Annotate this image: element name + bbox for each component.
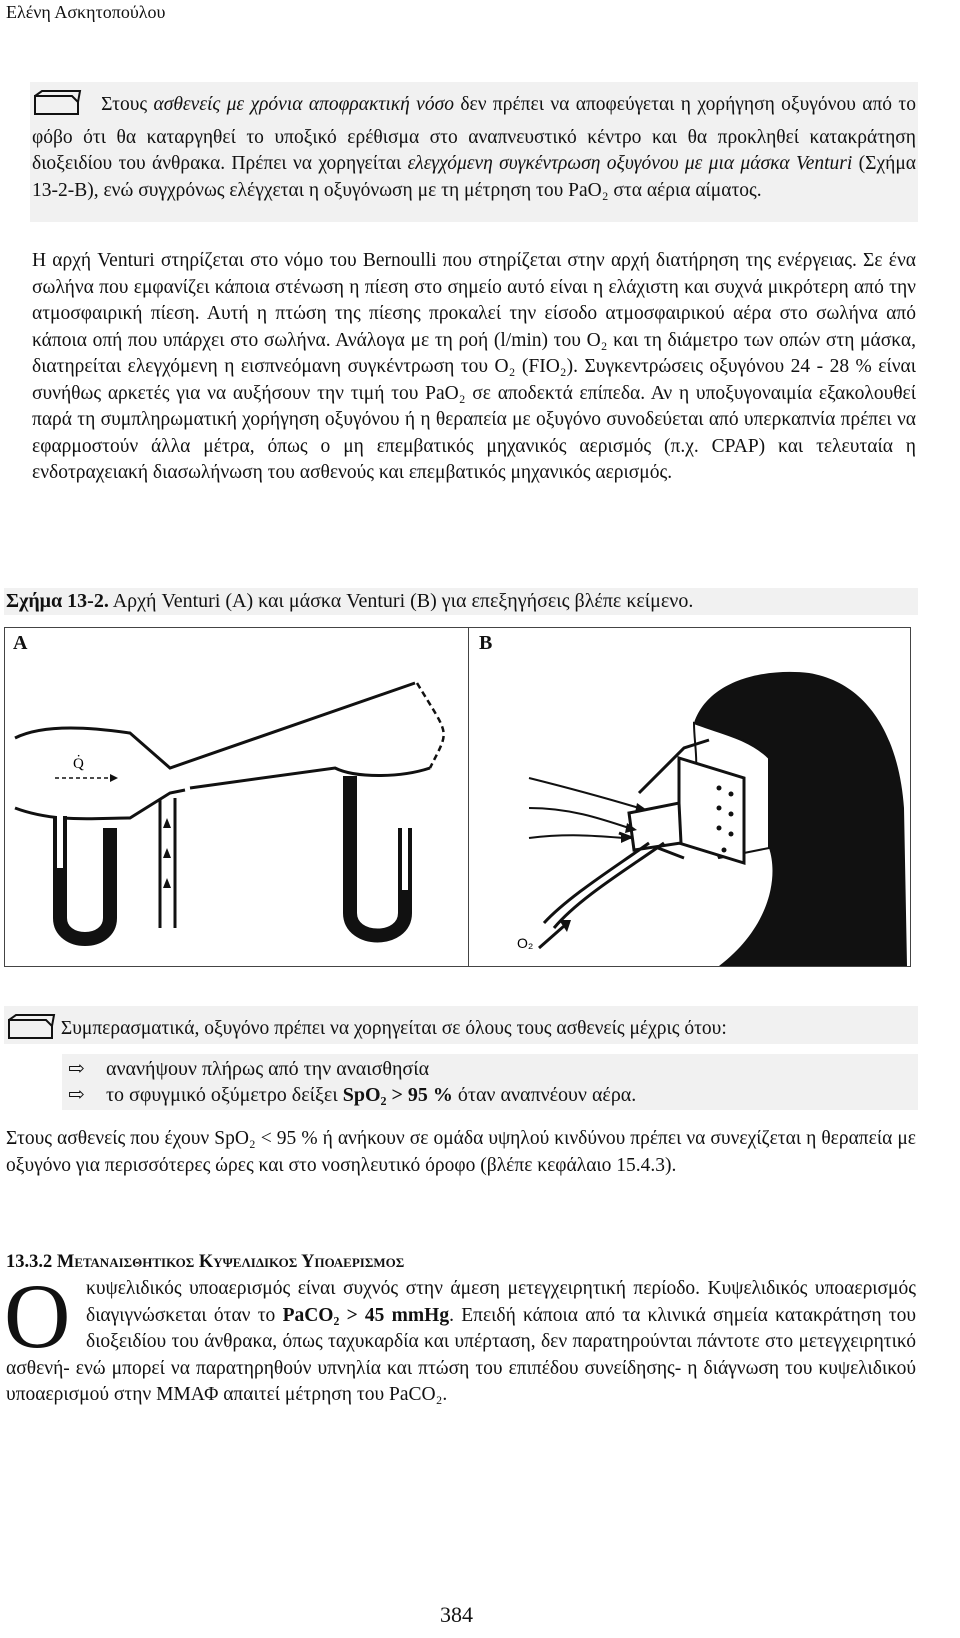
figure-caption (6, 590, 693, 613)
note-copd-s1a: Στους (101, 94, 154, 115)
figure-caption-text: Αρχή Venturi (A) και μάσκα Venturi (B) για επεξηγήσεις βλέπε κείμενο. (108, 590, 694, 612)
section-text-c: . Επειδή κάποια από τα κλινικά σημεία κατακράτηση του διοξειδίου του άνθρακα, όπως ταχυκαρδία και υπέρταση, δεν παρατηρούνται πάντοτε στο μετεγχειρητικό ασθενή- ενώ μπορεί να παρατηρηθούν υπνηλία και πτώση του επιπέδου συνείδησης- η διάγνωση του κυψελιδικού υποαερισμού στην ΜΜΑΦ απαιτεί μέτρηση του PaCO₂. (6, 1304, 917, 1405)
bullet-arrow-icon: ⇨ (68, 1058, 85, 1080)
note-copd-s1c: δεν πρέπει να αποφεύγεται η χορήγηση οξυγόνου από το φόβο ότι θα καταργηθεί το υποξικό ερέθισμα στο αναπνευστικό κέντρο και θα προκληθεί κατακράτηση διοξειδίου του άνθρακα. Πρέπει να χορηγείται (32, 94, 917, 174)
flow-q-label: Q̇ (73, 756, 84, 772)
figure-b-label: B (479, 632, 493, 654)
venturi-tube-diagram (5, 628, 469, 966)
note-conclusion-line (6, 1014, 916, 1049)
bullet-arrow-icon-2: ⇨ (68, 1084, 85, 1106)
dropcap-spacer (4, 1265, 86, 1367)
note-copd-s1d: ελεγχόμενη συγκέντρωση οξυγόνου με μια μάσκα Venturi (407, 153, 853, 174)
author-name: Ελένη Ασκητοπούλου (6, 2, 166, 22)
note-pencil-icon-2 (6, 1014, 56, 1049)
note-copd-s1e: (Σχήμα 13-2-Β), ενώ συγχρόνως ελέγχεται η οξυγόνωση με τη μέτρηση του PaO₂ στα αέρια αίματος. (32, 153, 916, 201)
bullet-2-text-a: το σφυγμικό οξύμετρο δείξει (106, 1084, 343, 1106)
figure-a-label: A (13, 632, 28, 654)
venturi-mask-diagram (469, 628, 910, 966)
spo2-paragraph: Στους ασθενείς που έχουν SpO₂ < 95 % ή ανήκουν σε ομάδα υψηλού κινδύνου πρέπει να συνεχίζεται η θεραπεία με οξυγόνο για περισσότερες ώρες και στο νοσηλευτικό όροφο (βλέπε κεφάλαιο 15.4.3). (6, 1128, 916, 1176)
o2-inlet-label: O₂ (517, 935, 534, 951)
note-pencil-icon (32, 90, 82, 125)
bullet-1-text: ανανήψουν πλήρως από την αναισθησία (106, 1058, 430, 1080)
figure-caption-label: Σχήμα 13-2. (6, 590, 109, 612)
section-paco2-threshold: PaCO₂ > 45 mmHg (282, 1304, 450, 1326)
figure-panel-a (4, 627, 470, 967)
figure-panel-b (468, 627, 911, 967)
note-copd-text (32, 90, 916, 204)
venturi-paragraph: Η αρχή Venturi στηρίζεται στο νόμο του Bernoulli που στηρίζεται στην αρχή διατήρηση της ενέργειας. Σε ένα σωλήνα που εμφανίζει κάποια στένωση η πίεση στο σημείο αυτό είναι η ελάχιστη και συχνά μικρότερη από την ατμοσφαιρική πίεση. Αυτή η πτώση της πίεσης προκαλεί την είσοδο ατμοσφαιρικού αέρα στο σωλήνα από κάποια οπή που υπάρχει στο σωλήνα. Ανάλογα με τη ροή (l/min) του O₂ και τη διάμετρο των οπών στη μάσκα, διατηρείται ελεγχόμενη η εισπνεόμανη συγκέντρωση του O₂ (FIO₂). Συγκεντρώσεις οξυγόνου 24 - 28 % είναι συνήθως αρκετές για να αυξήσουν την τιμή του PaO₂ σε αποδεκτά επίπεδα. Αν η υποξυγοναιμία εξακολουθεί παρά τη συμπληρωματική χορήγηση οξυγόνου ή η θεραπεία με οξυγόνο συνοδεύεται από υπερκαπνία πρέπει να εφαρμοστούν άλλα μέτρα, όπως ο μη επεμβατικός μηχανικός αερισμός (π.χ. CPAP) και τελευταία η ενδοτραχειακή διασωλήνωση του ασθενούς και επεμβατικός μηχανικός αερισμός. (32, 250, 916, 483)
section-title: 13.3.2 Μετανaισθητικος Κυψελιδικος Υποαερισμος (6, 1252, 405, 1272)
dropcap-letter: Ο (4, 1265, 71, 1367)
note-conclusion-text: Συμπερασματικά, οξυγόνο πρέπει να χορηγείται σε όλους τους ασθενείς μέχρις ότου: (60, 1018, 727, 1039)
note-copd-s1b: ασθενείς με χρόνια αποφρακτική νόσο (153, 94, 454, 115)
bullet-2-text-c: όταν αναπνέουν αέρα. (452, 1084, 637, 1106)
bullet-item-1 (68, 1056, 429, 1082)
bullet-item-2 (68, 1082, 636, 1108)
section-paragraph (4, 1265, 917, 1409)
page-number: 384 (440, 1602, 473, 1627)
bullet-2-spo2: SpO₂ > 95 % (342, 1084, 453, 1106)
section-text-a: κυψελιδικός υποαερισμός είναι συχνός στην άμεση μετεγχειρητική περίοδο. Κυψελιδικός υποαερισμός διαγιγνώσκεται όταν το (86, 1278, 916, 1326)
